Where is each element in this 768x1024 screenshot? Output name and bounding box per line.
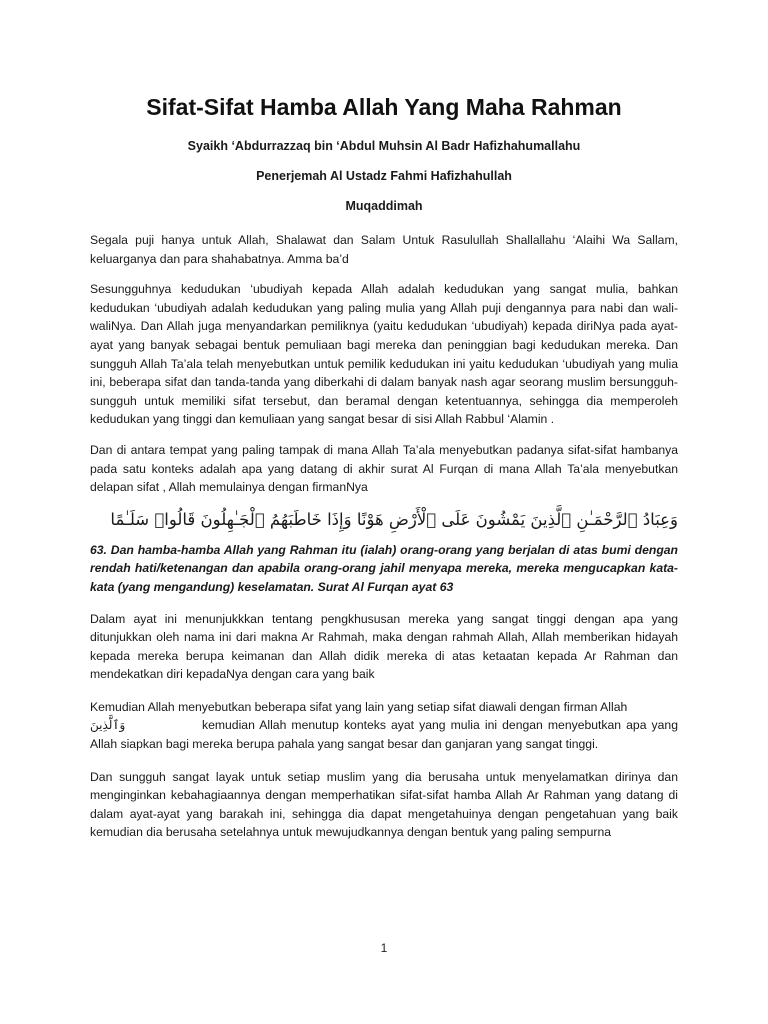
intro-paragraph: Segala puji hanya untuk Allah, Shalawat dan Salam Untuk Rasulullah Shallallahu ‘Alaihi Wa Sallam, keluarganya dan para shahabatnya. Amma ba’d (90, 233, 678, 266)
paragraph-other-attributes (90, 698, 678, 754)
paragraph-ubudiyah: Sesungguhnya kedudukan ‘ubudiyah kepada Allah adalah kedudukan yang sangat mulia, bahkan kedudukan ‘ubudiyah adalah kedudukan yang paling mulia yang Allah puji dengannya para nabi dan wali-waliNya. Dan Allah juga menyandarkan pemiliknya (yaitu kedudukan ‘ubudiyah) kepada diriNya pada ayat-ayat yang banyak sebagai bentuk pemuliaan bagi mereka dan peninggian bagi kedudukan mereka. Dan sungguh Allah Ta’ala telah menyebutkan untuk pemilik kedudukan ini yaitu kedudukan ‘ubudiyah yang mulia ini, beberapa sifat dan tanda-tanda yang diberkahi di dalam banyak nash agar seorang muslim bersungguh-sungguh untuk memiliki sifat tersebut, dan beramal dengan ketentuannya, sehingga dia memperoleh kedudukan yang tinggi dan kemuliaan yang sangat besar di sisi Allah Rabbul ‘Alamin . (90, 282, 678, 427)
paragraph-conclusion: Dan sungguh sangat layak untuk setiap muslim yang dia berusaha untuk menyelamatkan dirinya dan menginginkan kebahagiaannya dengan memperhatikan sifat-sifat hamba Allah Ar Rahman yang datang di dalam ayat-ayat yang barakah ini, sehingga dia dapat mengetahuinya dengan pengetahuan yang baik kemudian dia berusaha setelahnya untuk mewujudkannya dengan bentuk yang paling sempurna (90, 769, 678, 840)
document-title: Sifat-Sifat Hamba Allah Yang Maha Rahman (146, 94, 622, 120)
paragraph-other-attributes-rest: kemudian Allah menutup konteks ayat yang mulia ini dengan menyebutkan apa yang Allah siapkan bagi mereka berupa pahala yang sangat besar dan ganjaran yang sangat tinggi. (90, 718, 678, 752)
paragraph-furqan-context: Dan di antara tempat yang paling tampak di mana Allah Ta’ala menyebutkan padanya sifat-sifat hambanya pada satu konteks adalah apa yang datang di akhir surat Al Furqan di mana Allah Ta’ala menyebutkan delapan sifat , Allah memulainya dengan firmanNya (90, 442, 678, 495)
page-content (90, 92, 678, 842)
translator-line: Penerjemah Al Ustadz Fahmi Hafizhahullah (256, 169, 512, 183)
paragraph-explanation: Dalam ayat ini menunjukkkan tentang pengkhususan mereka yang sangat tinggi dengan apa yang ditunjukkan oleh nama ini dari makna Ar Rahmah, maka dengan rahmah Allah, Allah memberikan hidayah kepada mereka berupa keimanan dan Allah didik mereka di atas ketaatan kepada Ar Rahman dan mendekatkan diri kepadaNya dengan cara yang baik (90, 611, 678, 682)
author-line: Syaikh ‘Abdurrazzaq bin ‘Abdul Muhsin Al Badr Hafizhahumallahu (187, 139, 581, 153)
arabic-inline-word: وَٱلَّذِينَ (90, 718, 126, 733)
verse-translation: 63. Dan hamba-hamba Allah yang Rahman itu (ialah) orang-orang yang berjalan di atas bumi dengan rendah hati/ketenangan dan apabila orang-orang jahil menyapa mereka, mereka mengucapkan kata-kata (yang mengandung) keselamatan. Surat Al Furqan ayat 63 (90, 542, 678, 594)
arabic-verse: وَعِبَادُ ٱلرَّحْمَـٰنِ ٱلَّذِينَ يَمْشُونَ عَلَى ٱلْأَرْضِ هَوْنًا وَإِذَا خَاطَبَهُمُ ٱلْجَـٰهِلُونَ قَالُوا۟ سَلَـٰمًا (110, 509, 678, 529)
page-number: 1 (380, 941, 388, 955)
section-heading: Muqaddimah (345, 199, 423, 213)
paragraph-other-attributes-lead: Kemudian Allah menyebutkan beberapa sifat yang lain yang setiap sifat diawali dengan firman Allah (90, 699, 628, 714)
